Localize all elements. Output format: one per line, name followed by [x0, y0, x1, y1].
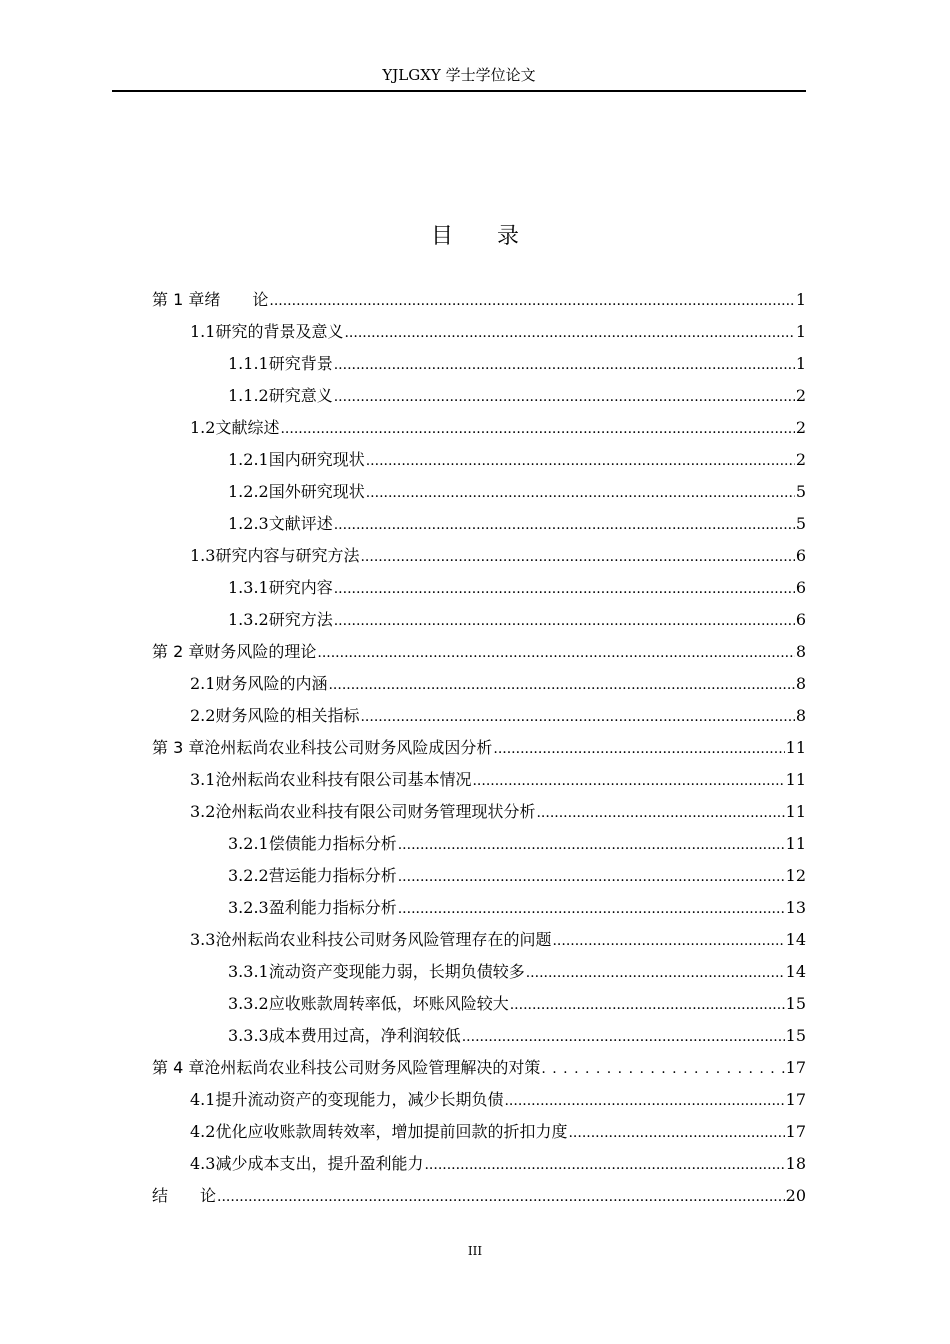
toc-entry-text: 偿债能力指标分析 [268, 834, 397, 853]
dot-leader [462, 1020, 785, 1053]
toc-entry-text: 优化应收账款周转效率，增加提前回款的折扣力度 [215, 1122, 568, 1141]
dot-leader [398, 828, 785, 861]
dot-leader [552, 924, 784, 957]
toc-entry-number: 4.1 [190, 1090, 216, 1109]
toc-entry-1-2[interactable] [152, 412, 806, 444]
toc-entry-1-1[interactable] [152, 316, 806, 348]
dot-leader [398, 860, 785, 893]
toc-entry-3-2[interactable] [152, 796, 806, 828]
toc-entry-text: 营运能力指标分析 [268, 866, 397, 885]
toc-entry-number: 1.2 [190, 418, 216, 437]
dot-leader [217, 1180, 785, 1213]
toc-entry-page: 1 [795, 290, 806, 309]
toc-entry-page: 14 [785, 962, 806, 981]
toc-entry-page: 5 [795, 482, 806, 501]
toc-entry-number: 3.3.1 [228, 962, 269, 981]
toc-entry-page: 17 [785, 1058, 806, 1077]
toc-entry-page: 2 [795, 418, 806, 437]
toc-entry-3-2-2[interactable] [152, 860, 806, 892]
toc-entry-text: 文献评述 [268, 514, 333, 533]
toc-entry-page: 12 [785, 866, 806, 885]
toc-entry-1-1-2[interactable] [152, 380, 806, 412]
dot-leader [568, 1116, 784, 1149]
toc-entry-3-2-3[interactable] [152, 892, 806, 924]
toc-entry-3-2-1[interactable] [152, 828, 806, 860]
toc-entry-number: 1.2.1 [228, 450, 269, 469]
toc-entry-4-1[interactable] [152, 1084, 806, 1116]
dot-leader [510, 988, 785, 1021]
toc-entry-2-1[interactable] [152, 668, 806, 700]
toc-entry-number: 1.2.3 [228, 514, 269, 533]
dot-leader [317, 636, 794, 669]
toc-entry-text: 文献综述 [215, 418, 280, 437]
toc-entry-1-2-2[interactable] [152, 476, 806, 508]
page-number: III [467, 1244, 483, 1258]
toc-title: 目录 [430, 224, 563, 249]
toc-entry-1-3[interactable] [152, 540, 806, 572]
toc-entry-1-2-3[interactable] [152, 508, 806, 540]
toc-entry-text: 沧州耘尚农业科技公司财务风险管理解决的对策 [204, 1058, 541, 1077]
toc-entry-page: 20 [785, 1186, 806, 1205]
toc-entry-page: 11 [785, 834, 806, 853]
header-rule [112, 90, 806, 92]
toc-entry-chapter-2[interactable] [152, 636, 806, 668]
dot-leader [269, 284, 794, 317]
toc-entry-text: 结 论 [152, 1186, 217, 1205]
dot-leader [424, 1148, 784, 1181]
toc-entry-page: 17 [785, 1122, 806, 1141]
toc-entry-number: 第 2 章 [152, 642, 205, 661]
toc-entry-page: 6 [795, 610, 806, 629]
dot-leader [334, 572, 795, 605]
toc-entry-text: 沧州耘尚农业科技有限公司基本情况 [215, 770, 472, 789]
toc-entry-conclusion[interactable] [152, 1180, 806, 1212]
toc-entry-3-3[interactable] [152, 924, 806, 956]
toc-entry-chapter-4[interactable] [152, 1052, 806, 1084]
toc-entry-number: 1.2.2 [228, 482, 269, 501]
toc-entry-4-3[interactable] [152, 1148, 806, 1180]
toc-entry-chapter-1[interactable] [152, 284, 806, 316]
toc-entry-page: 15 [785, 1026, 806, 1045]
toc-entry-text: 盈利能力指标分析 [268, 898, 397, 917]
toc-entry-3-1[interactable] [152, 764, 806, 796]
toc-entry-number: 3.3.3 [228, 1026, 269, 1045]
toc-entry-text: 国外研究现状 [268, 482, 365, 501]
toc-entry-text: 财务风险的理论 [204, 642, 317, 661]
toc-entry-text: 应收账款周转率低，坏账风险较大 [268, 994, 509, 1013]
toc-entry-text: 沧州耘尚农业科技公司财务风险管理存在的问题 [215, 930, 552, 949]
table-of-contents [152, 284, 806, 1212]
toc-entry-text: 流动资产变现能力弱，长期负债较多 [268, 962, 525, 981]
dot-leader [360, 700, 794, 733]
toc-entry-3-3-1[interactable] [152, 956, 806, 988]
toc-entry-page: 1 [795, 322, 806, 341]
toc-entry-page: 17 [785, 1090, 806, 1109]
toc-entry-number: 1.3.1 [228, 578, 269, 597]
toc-entry-number: 4.3 [190, 1154, 216, 1173]
toc-entry-page: 8 [795, 706, 806, 725]
toc-entry-number: 第 3 章 [152, 738, 205, 757]
toc-entry-page: 14 [785, 930, 806, 949]
dot-leader [360, 540, 794, 573]
toc-entry-page: 1 [795, 354, 806, 373]
dot-leader [398, 892, 785, 925]
toc-entry-3-3-2[interactable] [152, 988, 806, 1020]
toc-entry-number: 3.2 [190, 802, 216, 821]
toc-entry-4-2[interactable] [152, 1116, 806, 1148]
toc-entry-2-2[interactable] [152, 700, 806, 732]
toc-entry-text: 国内研究现状 [268, 450, 365, 469]
toc-entry-number: 3.2.3 [228, 898, 269, 917]
toc-entry-text: 绪 论 [204, 290, 269, 309]
toc-entry-page: 8 [795, 642, 806, 661]
dot-leader [504, 1084, 784, 1117]
toc-entry-number: 3.2.1 [228, 834, 269, 853]
toc-entry-number: 2.1 [190, 674, 216, 693]
toc-entry-text: 沧州耘尚农业科技公司财务风险成因分析 [204, 738, 493, 757]
toc-entry-page: 11 [785, 738, 806, 757]
toc-entry-text: 财务风险的相关指标 [215, 706, 360, 725]
dot-leader [334, 348, 795, 381]
toc-entry-text: 研究方法 [268, 610, 333, 629]
toc-entry-number: 3.3 [190, 930, 216, 949]
toc-entry-1-1-1[interactable] [152, 348, 806, 380]
dot-leader [541, 1052, 784, 1085]
toc-entry-number: 第 4 章 [152, 1058, 205, 1077]
toc-entry-page: 6 [795, 578, 806, 597]
dot-leader [344, 316, 794, 349]
toc-entry-number: 1.1.2 [228, 386, 269, 405]
dot-leader [536, 796, 784, 829]
running-header: YJLGXY 学士学位论文 [382, 66, 536, 84]
toc-entry-text: 研究背景 [268, 354, 333, 373]
toc-entry-page: 13 [785, 898, 806, 917]
toc-entry-number: 4.2 [190, 1122, 216, 1141]
dot-leader [328, 668, 794, 701]
dot-leader [366, 476, 795, 509]
toc-entry-1-2-1[interactable] [152, 444, 806, 476]
toc-entry-chapter-3[interactable] [152, 732, 806, 764]
dot-leader [334, 380, 795, 413]
toc-entry-text: 成本费用过高，净利润较低 [268, 1026, 461, 1045]
toc-entry-number: 1.1.1 [228, 354, 269, 373]
toc-entry-1-3-1[interactable] [152, 572, 806, 604]
dot-leader [472, 764, 784, 797]
toc-entry-text: 减少成本支出，提升盈利能力 [215, 1154, 424, 1173]
toc-entry-page: 6 [795, 546, 806, 565]
toc-entry-number: 3.1 [190, 770, 216, 789]
dot-leader [334, 604, 795, 637]
toc-entry-text: 研究的背景及意义 [215, 322, 344, 341]
toc-entry-number: 2.2 [190, 706, 216, 725]
toc-entry-page: 11 [785, 770, 806, 789]
toc-entry-number: 1.3.2 [228, 610, 269, 629]
toc-entry-number: 第 1 章 [152, 290, 205, 309]
toc-entry-page: 2 [795, 450, 806, 469]
toc-entry-page: 11 [785, 802, 806, 821]
toc-entry-text: 研究内容 [268, 578, 333, 597]
toc-entry-number: 1.1 [190, 322, 216, 341]
dot-leader [526, 956, 785, 989]
toc-entry-number: 3.3.2 [228, 994, 269, 1013]
toc-entry-page: 5 [795, 514, 806, 533]
toc-entry-number: 1.3 [190, 546, 216, 565]
toc-entry-1-3-2[interactable] [152, 604, 806, 636]
toc-entry-text: 财务风险的内涵 [215, 674, 328, 693]
toc-entry-page: 8 [795, 674, 806, 693]
toc-entry-text: 研究意义 [268, 386, 333, 405]
toc-entry-3-3-3[interactable] [152, 1020, 806, 1052]
toc-entry-page: 15 [785, 994, 806, 1013]
dot-leader [366, 444, 795, 477]
dot-leader [493, 732, 784, 765]
dot-leader [334, 508, 795, 541]
toc-entry-text: 研究内容与研究方法 [215, 546, 360, 565]
toc-entry-page: 18 [785, 1154, 806, 1173]
toc-entry-number: 3.2.2 [228, 866, 269, 885]
toc-entry-page: 2 [795, 386, 806, 405]
toc-entry-text: 沧州耘尚农业科技有限公司财务管理现状分析 [215, 802, 536, 821]
dot-leader [280, 412, 794, 445]
toc-entry-text: 提升流动资产的变现能力，减少长期负债 [215, 1090, 504, 1109]
